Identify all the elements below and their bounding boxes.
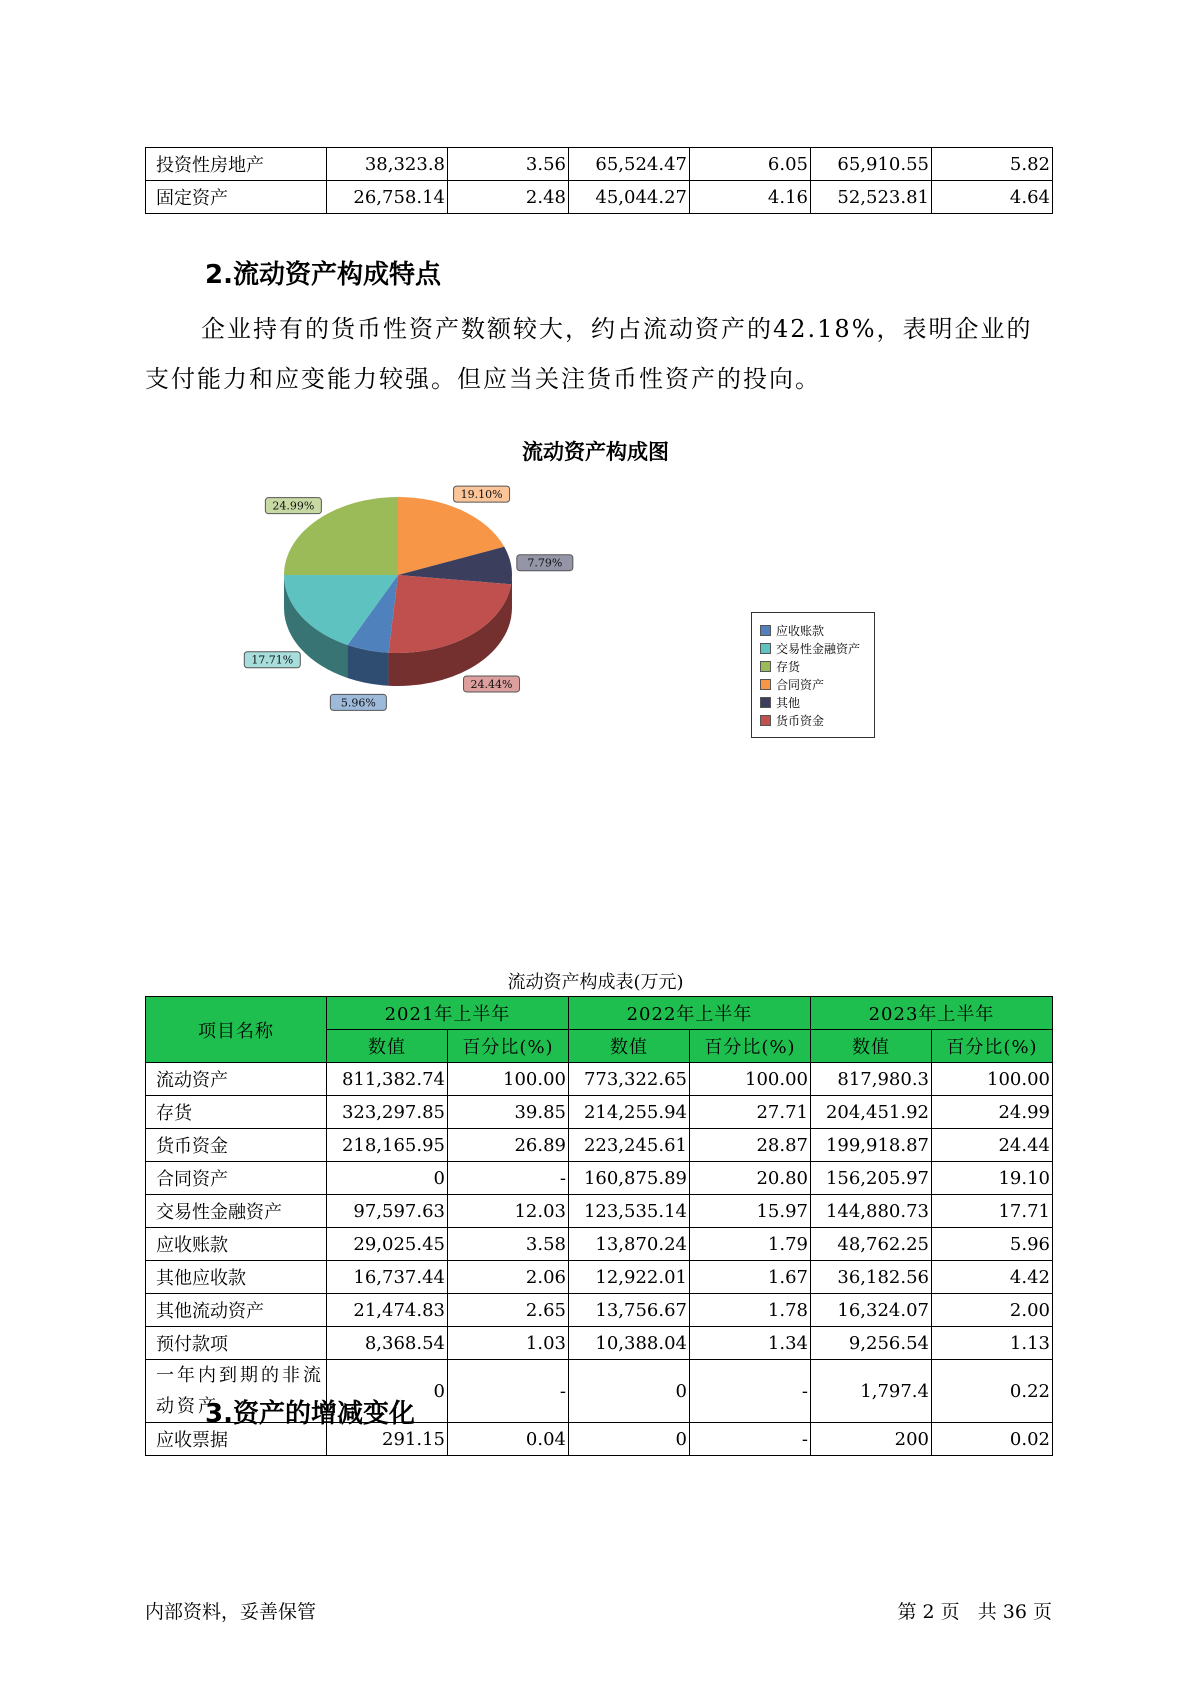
value-cell: 200 <box>811 1423 932 1456</box>
percent-cell: 1.34 <box>690 1327 811 1360</box>
current-assets-composition-table <box>145 996 1053 1456</box>
legend-label: 合同资产 <box>776 677 825 692</box>
table-row <box>146 1129 1053 1162</box>
pie-label-text: 24.44% <box>470 677 513 691</box>
percent-cell: 1.79 <box>690 1228 811 1261</box>
value-cell: 156,205.97 <box>811 1162 932 1195</box>
percent-cell: 0.22 <box>932 1360 1053 1423</box>
value-cell: 36,182.56 <box>811 1261 932 1294</box>
row-label: 流动资产 <box>146 1063 327 1096</box>
row-label: 投资性房地产 <box>146 148 327 181</box>
percent-cell: - <box>690 1360 811 1423</box>
value-cell: 123,535.14 <box>569 1195 690 1228</box>
row-label: 合同资产 <box>146 1162 327 1195</box>
percent-cell: 4.16 <box>690 181 811 214</box>
percent-cell: 4.64 <box>932 181 1053 214</box>
value-cell: 10,388.04 <box>569 1327 690 1360</box>
section-heading-current-assets: 2.流动资产构成特点 <box>205 260 441 290</box>
percent-cell: 5.82 <box>932 148 1053 181</box>
legend-item <box>760 657 874 675</box>
header-percent: 百分比(%) <box>690 1030 811 1063</box>
pie-label-text: 5.96% <box>340 696 376 710</box>
legend-item <box>760 621 874 639</box>
legend-item <box>760 639 874 657</box>
percent-cell: 1.67 <box>690 1261 811 1294</box>
header-value: 数值 <box>327 1030 448 1063</box>
legend-item <box>760 693 874 711</box>
header-value: 数值 <box>569 1030 690 1063</box>
percent-cell: 17.71 <box>932 1195 1053 1228</box>
table-row <box>146 1228 1053 1261</box>
pie-label-text: 7.79% <box>527 556 563 570</box>
legend-label: 货币资金 <box>776 713 825 728</box>
percent-cell: 24.44 <box>932 1129 1053 1162</box>
legend-swatch <box>760 625 771 636</box>
pie-data-label <box>244 652 300 668</box>
value-cell: 48,762.25 <box>811 1228 932 1261</box>
value-cell: 13,870.24 <box>569 1228 690 1261</box>
pie-label-text: 19.10% <box>460 488 503 502</box>
value-cell: 26,758.14 <box>327 181 448 214</box>
legend-label: 交易性金融资产 <box>776 641 861 656</box>
percent-cell: 27.71 <box>690 1096 811 1129</box>
value-cell: 45,044.27 <box>569 181 690 214</box>
value-cell: 204,451.92 <box>811 1096 932 1129</box>
value-cell: 52,523.81 <box>811 181 932 214</box>
row-label: 一年内到期的非流动资产 <box>146 1360 327 1423</box>
footer-confidential: 内部资料，妥善保管 <box>145 1601 317 1623</box>
pie-data-label <box>330 694 386 710</box>
percent-cell: 5.96 <box>932 1228 1053 1261</box>
pie-data-label <box>517 555 573 571</box>
row-label: 货币资金 <box>146 1129 327 1162</box>
legend-label: 存货 <box>776 659 801 674</box>
percent-cell: 28.87 <box>690 1129 811 1162</box>
value-cell: 0 <box>569 1423 690 1456</box>
value-cell: 144,880.73 <box>811 1195 932 1228</box>
pie-chart <box>250 488 580 755</box>
value-cell: 0 <box>327 1162 448 1195</box>
table-row <box>146 1063 1053 1096</box>
value-cell: 811,382.74 <box>327 1063 448 1096</box>
table-row <box>146 1195 1053 1228</box>
value-cell: 9,256.54 <box>811 1327 932 1360</box>
pie-label-text: 24.99% <box>272 499 315 513</box>
value-cell: 214,255.94 <box>569 1096 690 1129</box>
percent-cell: 2.06 <box>448 1261 569 1294</box>
percent-cell: 3.58 <box>448 1228 569 1261</box>
table-row <box>146 1096 1053 1129</box>
value-cell: 323,297.85 <box>327 1096 448 1129</box>
pie-data-label <box>265 498 321 514</box>
chart-title: 流动资产构成图 <box>522 440 669 464</box>
pie-label-text: 17.71% <box>251 653 294 667</box>
percent-cell: 100.00 <box>448 1063 569 1096</box>
percent-cell: - <box>448 1360 569 1423</box>
value-cell: 0 <box>327 1360 448 1423</box>
legend-item <box>760 675 874 693</box>
pie-data-label <box>454 486 510 502</box>
table-row <box>146 148 1053 181</box>
percent-cell: 39.85 <box>448 1096 569 1129</box>
header-year-2022: 2022年上半年 <box>569 997 811 1030</box>
legend-swatch <box>760 715 771 726</box>
value-cell: 0 <box>569 1360 690 1423</box>
percent-cell: 100.00 <box>932 1063 1053 1096</box>
percent-cell: - <box>448 1162 569 1195</box>
value-cell: 8,368.54 <box>327 1327 448 1360</box>
header-item-name: 项目名称 <box>146 997 327 1063</box>
header-value: 数值 <box>811 1030 932 1063</box>
value-cell: 160,875.89 <box>569 1162 690 1195</box>
value-cell: 291.15 <box>327 1423 448 1456</box>
percent-cell: 1.03 <box>448 1327 569 1360</box>
legend-swatch <box>760 643 771 654</box>
row-label: 应收账款 <box>146 1228 327 1261</box>
percent-cell: 2.00 <box>932 1294 1053 1327</box>
value-cell: 199,918.87 <box>811 1129 932 1162</box>
header-percent: 百分比(%) <box>448 1030 569 1063</box>
footer-page-number: 第 2 页 共 36 页 <box>897 1601 1052 1623</box>
percent-cell: 3.56 <box>448 148 569 181</box>
percent-cell: 4.42 <box>932 1261 1053 1294</box>
table-caption: 流动资产构成表(万元) <box>507 972 684 993</box>
percent-cell: 19.10 <box>932 1162 1053 1195</box>
row-label: 应收票据 <box>146 1423 327 1456</box>
percent-cell: 6.05 <box>690 148 811 181</box>
legend-item <box>760 711 874 729</box>
value-cell: 97,597.63 <box>327 1195 448 1228</box>
value-cell: 773,322.65 <box>569 1063 690 1096</box>
analysis-paragraph: 企业持有的货币性资产数额较大，约占流动资产的42.18%，表明企业的支付能力和应变能力较强。但应当关注货币性资产的投向。 <box>145 315 1033 393</box>
value-cell: 1,797.4 <box>811 1360 932 1423</box>
legend-swatch <box>760 661 771 672</box>
value-cell: 29,025.45 <box>327 1228 448 1261</box>
value-cell: 65,524.47 <box>569 148 690 181</box>
percent-cell: 26.89 <box>448 1129 569 1162</box>
percent-cell: 15.97 <box>690 1195 811 1228</box>
value-cell: 16,737.44 <box>327 1261 448 1294</box>
pie-data-label <box>464 676 520 692</box>
value-cell: 218,165.95 <box>327 1129 448 1162</box>
row-label: 固定资产 <box>146 181 327 214</box>
percent-cell: 1.13 <box>932 1327 1053 1360</box>
table-row <box>146 181 1053 214</box>
percent-cell: 100.00 <box>690 1063 811 1096</box>
percent-cell: 1.78 <box>690 1294 811 1327</box>
value-cell: 38,323.8 <box>327 148 448 181</box>
table-row <box>146 1261 1053 1294</box>
value-cell: 12,922.01 <box>569 1261 690 1294</box>
value-cell: 65,910.55 <box>811 148 932 181</box>
value-cell: 16,324.07 <box>811 1294 932 1327</box>
legend-label: 应收账款 <box>776 623 825 638</box>
percent-cell: - <box>690 1423 811 1456</box>
row-label: 预付款项 <box>146 1327 327 1360</box>
header-year-2023: 2023年上半年 <box>811 997 1053 1030</box>
percent-cell: 24.99 <box>932 1096 1053 1129</box>
table-row <box>146 1162 1053 1195</box>
row-label: 交易性金融资产 <box>146 1195 327 1228</box>
legend-swatch <box>760 697 771 708</box>
row-label: 其他应收款 <box>146 1261 327 1294</box>
row-label: 其他流动资产 <box>146 1294 327 1327</box>
percent-cell: 0.04 <box>448 1423 569 1456</box>
table-row <box>146 1327 1053 1360</box>
percent-cell: 20.80 <box>690 1162 811 1195</box>
section-heading-asset-changes: 3.资产的增减变化 <box>205 1399 415 1429</box>
legend-swatch <box>760 679 771 690</box>
row-label: 存货 <box>146 1096 327 1129</box>
percent-cell: 2.65 <box>448 1294 569 1327</box>
percent-cell: 0.02 <box>932 1423 1053 1456</box>
value-cell: 223,245.61 <box>569 1129 690 1162</box>
percent-cell: 12.03 <box>448 1195 569 1228</box>
header-percent: 百分比(%) <box>932 1030 1053 1063</box>
value-cell: 817,980.3 <box>811 1063 932 1096</box>
chart-legend <box>751 612 875 738</box>
table-row <box>146 1294 1053 1327</box>
value-cell: 13,756.67 <box>569 1294 690 1327</box>
legend-label: 其他 <box>776 695 801 710</box>
top-asset-table <box>145 147 1053 214</box>
header-year-2021: 2021年上半年 <box>327 997 569 1030</box>
percent-cell: 2.48 <box>448 181 569 214</box>
value-cell: 21,474.83 <box>327 1294 448 1327</box>
